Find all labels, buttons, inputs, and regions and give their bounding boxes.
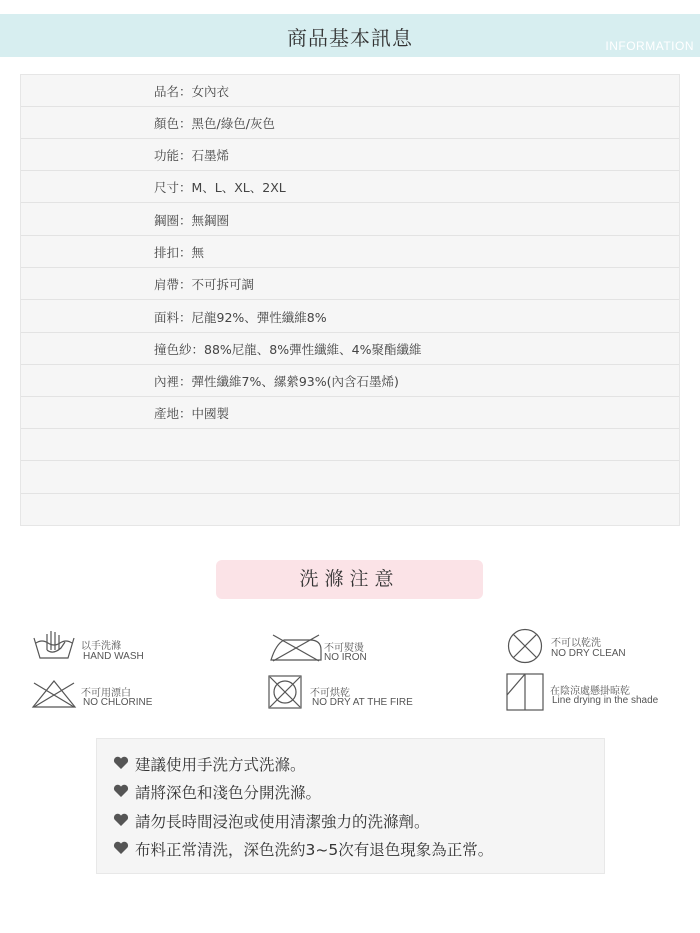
heart-icon <box>113 841 129 855</box>
spec-row-empty-1 <box>21 429 679 461</box>
care-no-tumble-dry-en: NO DRY AT THE FIRE <box>312 697 413 708</box>
care-no-chlorine-en: NO CHLORINE <box>83 697 153 708</box>
care-no-chlorine <box>31 679 191 713</box>
spec-lining: 內裡：彈性纖維7%、縲縈93%(內含石墨烯) <box>154 374 399 389</box>
care-no-tumble-dry-zh: 不可烘乾 <box>310 688 350 699</box>
spec-row-color <box>21 107 679 139</box>
note-item <box>135 810 430 832</box>
note-text: 請將深色和淺色分開洗滌。 <box>135 784 322 802</box>
spec-strap: 肩帶：不可拆可調 <box>154 277 255 292</box>
note-text: 布料正常清洗，深色洗約3~5次有退色現象為正常。 <box>135 841 494 859</box>
care-hand-wash <box>31 628 191 664</box>
care-no-iron-zh: 不可熨燙 <box>324 643 364 654</box>
care-no-chlorine-zh: 不可用漂白 <box>81 688 131 699</box>
care-hand-wash-en: HAND WASH <box>83 651 144 662</box>
care-line-dry-shade-en: Line drying in the shade <box>552 695 659 706</box>
note-item <box>135 838 493 860</box>
spec-row-function <box>21 139 679 171</box>
no-chlorine-icon <box>31 679 77 709</box>
heart-icon <box>113 813 129 827</box>
line-dry-shade-icon <box>506 673 544 711</box>
care-no-dry-clean <box>507 628 677 664</box>
page-title: 商品基本訊息 <box>287 26 413 50</box>
spec-underwire: 鋼圈：無鋼圈 <box>154 213 230 228</box>
wash-section-title: 洗滌注意 <box>216 560 483 599</box>
care-hand-wash-zh: 以手洗滌 <box>81 641 121 652</box>
heart-icon <box>113 784 129 798</box>
spec-row-origin <box>21 397 679 429</box>
note-item <box>135 753 306 775</box>
spec-name: 品名：女內衣 <box>154 84 230 99</box>
spec-row-contrast-yarn <box>21 333 679 365</box>
spec-origin: 產地：中國製 <box>154 406 230 421</box>
spec-row-fabric <box>21 301 679 333</box>
spec-color: 顏色：黑色/綠色/灰色 <box>154 116 275 131</box>
spec-row-strap <box>21 268 679 300</box>
spec-size: 尺寸：M、L、XL、2XL <box>154 180 286 195</box>
care-no-dry-clean-zh: 不可以乾洗 <box>551 638 601 649</box>
spec-row-lining <box>21 365 679 397</box>
heart-icon <box>113 756 129 770</box>
care-line-dry-shade-zh: 在陰涼處懸掛晾乾 <box>550 686 630 697</box>
no-dry-clean-icon <box>507 628 543 664</box>
care-no-tumble-dry <box>268 675 448 711</box>
hand-wash-icon <box>31 628 79 664</box>
spec-row-size <box>21 171 679 203</box>
care-no-iron-en: NO IRON <box>324 652 367 663</box>
spec-hook: 排扣：無 <box>154 245 205 260</box>
care-line-dry-shade <box>506 673 681 713</box>
note-item <box>135 781 321 803</box>
page-subtitle: INFORMATION <box>605 39 694 53</box>
spec-row-empty-3 <box>21 494 679 526</box>
no-iron-icon <box>270 632 322 662</box>
spec-row-name <box>21 75 679 107</box>
spec-fabric: 面料：尼龍92%、彈性纖維8% <box>154 310 327 325</box>
care-no-iron <box>270 632 430 668</box>
note-text: 請勿長時間浸泡或使用清潔強力的洗滌劑。 <box>135 813 430 831</box>
spec-row-hook <box>21 236 679 268</box>
no-tumble-dry-icon <box>268 675 302 709</box>
spec-row-underwire <box>21 204 679 236</box>
spec-row-empty-2 <box>21 462 679 494</box>
note-text: 建議使用手洗方式洗滌。 <box>135 756 306 774</box>
spec-contrast-yarn: 撞色紗：88%尼龍、8%彈性纖維、4%聚酯纖維 <box>154 342 422 357</box>
spec-table <box>20 74 680 526</box>
care-no-dry-clean-en: NO DRY CLEAN <box>551 648 626 659</box>
spec-function: 功能：石墨烯 <box>154 148 230 163</box>
washing-notes <box>96 738 605 874</box>
